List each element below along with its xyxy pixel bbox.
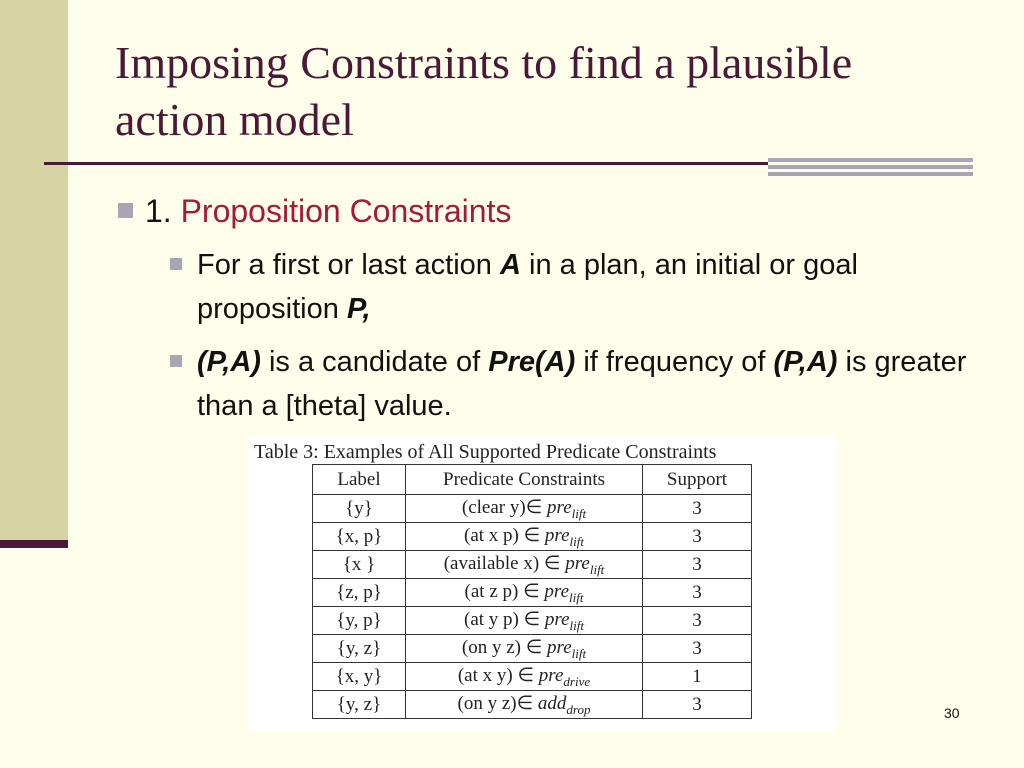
pair-symbol: (P,A) — [773, 346, 838, 378]
cell-predicate — [406, 635, 643, 663]
cell-support: 3 — [643, 523, 752, 551]
predicate-text: (on y z)∈ — [457, 692, 538, 714]
header-predicate: Predicate Constraints — [406, 465, 643, 495]
cell-support: 3 — [643, 495, 752, 523]
set-subscript: drop — [566, 701, 591, 717]
set-subscript: lift — [571, 505, 587, 521]
table-caption: Table 3: Examples of All Supported Predicate Constraints — [254, 441, 717, 463]
cell-predicate — [406, 579, 643, 607]
predicate-text: (at z p) ∈ — [464, 580, 545, 602]
sub-bullet-first-last-action — [170, 243, 970, 331]
bullet-heading: Proposition Constraints — [180, 193, 512, 229]
cell-support: 3 — [643, 579, 752, 607]
cell-label: {x, p} — [313, 523, 406, 551]
cell-predicate — [406, 691, 643, 719]
square-bullet-icon — [170, 258, 182, 270]
left-decorative-bar — [0, 0, 68, 540]
predicate-text: (at y p) ∈ — [464, 608, 545, 630]
set-name: pre — [547, 496, 572, 518]
cell-predicate — [406, 663, 643, 691]
predicate-text: (at x p) ∈ — [464, 524, 545, 546]
cell-predicate — [406, 551, 643, 579]
bullet-proposition-constraints — [118, 191, 511, 231]
set-name: pre — [538, 664, 564, 686]
header-support: Support — [643, 465, 752, 495]
set-subscript: lift — [589, 561, 605, 577]
pair-symbol: (P,A) — [197, 346, 261, 378]
predicate-text: (on y z) ∈ — [461, 636, 548, 658]
precondition-symbol: Pre(A) — [488, 346, 576, 378]
table-row — [313, 551, 752, 579]
text-run: For a first or last action — [197, 249, 500, 281]
sub-bullet-candidate — [170, 340, 970, 428]
set-subscript: drive — [563, 673, 591, 689]
cell-support: 1 — [643, 663, 752, 691]
text-run: is a candidate of — [260, 346, 489, 378]
cell-predicate — [406, 495, 643, 523]
set-name: pre — [544, 524, 570, 546]
cell-predicate — [406, 607, 643, 635]
table-row — [313, 691, 752, 719]
cell-support: 3 — [643, 635, 752, 663]
header-label: Label — [313, 465, 406, 495]
predicate-constraints-table-image — [248, 436, 836, 732]
cell-support: 3 — [643, 607, 752, 635]
title-divider-accent — [768, 158, 973, 178]
sub-bullet-text — [197, 340, 970, 428]
set-name: pre — [544, 580, 570, 602]
table-row — [313, 495, 752, 523]
set-name: pre — [544, 608, 570, 630]
set-subscript: lift — [569, 617, 584, 633]
table-header-row — [313, 465, 752, 495]
cell-label: {y, p} — [313, 607, 406, 635]
set-name: pre — [565, 552, 590, 574]
cell-support: 3 — [643, 691, 752, 719]
text-run: is greater than a [theta] value. — [197, 346, 967, 422]
sub-bullet-text — [197, 243, 970, 331]
set-subscript: lift — [571, 645, 587, 661]
square-bullet-icon — [170, 355, 182, 367]
proposition-symbol: P, — [346, 293, 371, 325]
table-row — [313, 523, 752, 551]
predicate-text: (clear y)∈ — [461, 496, 548, 518]
text-run: in a plan, an initial or goal proposition — [197, 249, 858, 325]
table-row — [313, 607, 752, 635]
square-bullet-icon — [118, 203, 133, 218]
set-subscript: lift — [569, 589, 584, 605]
set-subscript: lift — [569, 533, 584, 549]
cell-label: {x, y} — [313, 663, 406, 691]
left-bar-cap — [0, 540, 68, 548]
predicate-text: (available x) ∈ — [443, 552, 566, 574]
cell-label: {z, p} — [313, 579, 406, 607]
cell-label: {x } — [313, 551, 406, 579]
page-number: 30 — [944, 705, 960, 721]
set-name: pre — [547, 636, 572, 658]
set-name: add — [537, 692, 567, 714]
text-run: if frequency of — [575, 346, 774, 378]
cell-label: {y} — [313, 495, 406, 523]
title-divider — [44, 162, 774, 165]
table-row — [313, 579, 752, 607]
predicate-constraints-table — [312, 464, 752, 719]
table-row — [313, 663, 752, 691]
cell-label: {y, z} — [313, 635, 406, 663]
cell-label: {y, z} — [313, 691, 406, 719]
predicate-text: (at x y) ∈ — [457, 664, 539, 686]
bullet-number: 1. — [145, 193, 172, 229]
cell-support: 3 — [643, 551, 752, 579]
table-row — [313, 635, 752, 663]
cell-predicate — [406, 523, 643, 551]
slide-title: Imposing Constraints to find a plausible action model — [115, 37, 853, 145]
action-symbol: A — [500, 249, 521, 281]
